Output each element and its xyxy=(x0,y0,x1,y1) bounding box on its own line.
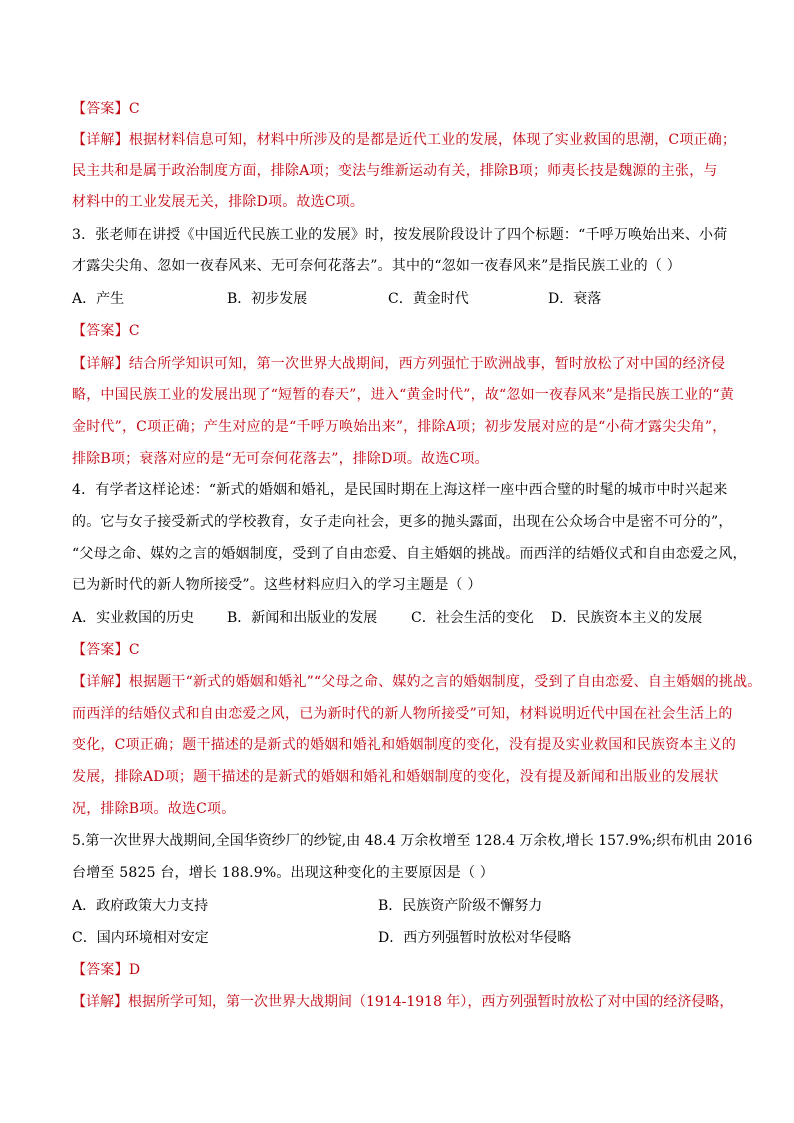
q3-detail-line xyxy=(72,354,725,374)
question-stem: 4．有学者这样论述：“新式的婚姻和婚礼，是民国时期在上海这样一座中西合璧的时髦的城市中时兴起来 xyxy=(72,482,728,498)
detail-tag: 【详解】 xyxy=(72,132,129,148)
q2-detail-line xyxy=(72,130,736,150)
question-stem: 3．张老师在讲授《中国近代民族工业的发展》时，按发展阶段设计了四个标题：“千呼万唤始出来、小荷 xyxy=(72,227,728,243)
detail-text: 金时代”，C项正确；产生对应的是“千呼万唤始出来”，排除A项；初步发展对应的是“小荷才露尖尖角”， xyxy=(72,419,727,435)
detail-tag: 【详解】 xyxy=(72,356,129,372)
question-stem: 才露尖尖角、忽如一夜春风来、无可奈何花落去”。其中的“忽如一夜春风来”是指民族工业的（ ） xyxy=(72,258,681,274)
detail-text: 发展，排除AD项；题干描述的是新式的婚姻和婚礼和婚姻制度的变化，没有提及新闻和出版业的发展状 xyxy=(72,769,719,785)
option-b: B．民族资产阶级不懈努力 xyxy=(378,898,543,914)
option-b: B．新闻和出版业的发展 xyxy=(227,610,378,626)
option-a: A．实业救国的历史 xyxy=(72,610,195,626)
question-stem: 5.第一次世界大战期间,全国华资纱厂的纱锭,由 48.4 万余枚增至 128.4 万余枚,增长 157.9%;织布机由 2016 xyxy=(72,833,753,849)
detail-text: 况，排除B项。故选C项。 xyxy=(72,801,236,817)
answer-tag: 【答案】 xyxy=(72,101,129,117)
detail-text: 略，中国民族工业的发展出现了“短暂的春天”，进入“黄金时代”，故“忽如一夜春风来”是指民族工业的“黄 xyxy=(72,387,735,403)
detail-text: 材料中的工业发展无关，排除D项。故选C项。 xyxy=(72,194,365,210)
q5-answer-line xyxy=(72,960,140,980)
detail-text: 而西洋的结婚仪式和自由恋爱之风，已为新时代的新人物所接受”可知，材料说明近代中国在社会生活上的 xyxy=(72,706,733,722)
option-c: C．黄金时代 xyxy=(388,291,469,307)
option-d: D．民族资本主义的发展 xyxy=(551,610,703,626)
option-b: B．初步发展 xyxy=(227,291,308,307)
detail-text: 根据材料信息可知，材料中所涉及的是都是近代工业的发展，体现了实业救国的思潮，C项正确； xyxy=(128,132,737,148)
question-stem: 的。它与女子接受新式的学校教育，女子走向社会，更多的抛头露面，出现在公众场合中是密不可分的”， xyxy=(72,514,733,530)
detail-text: 排除B项；衰落对应的是“无可奈何花落去”，排除D项。故选C项。 xyxy=(72,451,489,467)
q5-detail-line xyxy=(72,992,733,1012)
option-c: C．国内环境相对安定 xyxy=(72,930,209,946)
detail-text: 民主共和是属于政治制度方面，排除A项；变法与维新运动有关，排除B项；师夷长技是魏源的主张，与 xyxy=(72,163,718,179)
option-d: D．西方列强暂时放松对华侵略 xyxy=(378,930,572,946)
answer-tag: 【答案】 xyxy=(72,323,129,339)
detail-text: 结合所学知识可知，第一次世界大战期间，西方列强忙于欧洲战事，暂时放松了对中国的经济侵 xyxy=(128,356,726,372)
q4-detail-line xyxy=(72,672,761,692)
option-d: D．衰落 xyxy=(548,291,602,307)
q3-answer-line xyxy=(72,321,140,341)
question-stem: “父母之命、媒妁之言的婚姻制度，受到了自由恋爱、自主婚姻的挑战。而西洋的结婚仪式和自由恋爱之风， xyxy=(72,546,747,562)
answer-value: C xyxy=(128,101,140,117)
answer-tag: 【答案】 xyxy=(72,642,129,658)
option-a: A．政府政策大力支持 xyxy=(72,898,209,914)
option-c: C．社会生活的变化 xyxy=(411,610,534,626)
answer-tag: 【答案】 xyxy=(72,962,129,978)
option-a: A．产生 xyxy=(72,291,125,307)
detail-tag: 【详解】 xyxy=(72,674,129,690)
answer-value: C xyxy=(128,642,140,658)
detail-tag: 【详解】 xyxy=(72,994,128,1010)
detail-text: 根据所学可知，第一次世界大战期间（1914-1918 年），西方列强暂时放松了对中国的经济侵略， xyxy=(128,994,734,1010)
answer-value: D xyxy=(128,962,141,978)
question-stem: 已为新时代的新人物所接受”。这些材料应归入的学习主题是（ ） xyxy=(72,577,482,593)
q2-answer-line xyxy=(72,99,140,119)
question-stem: 台增至 5825 台，增长 188.9%。出现这种变化的主要原因是（ ） xyxy=(72,865,495,881)
detail-text: 变化，C项正确；题干描述的是新式的婚姻和婚礼和婚姻制度的变化，没有提及实业救国和民族资本主义的 xyxy=(72,737,737,753)
answer-value: C xyxy=(128,323,140,339)
q4-answer-line xyxy=(72,640,140,660)
detail-text: 根据题干“新式的婚姻和婚礼”“父母之命、媒妁之言的婚姻制度，受到了自由恋爱、自主婚姻的挑战。 xyxy=(128,674,762,690)
